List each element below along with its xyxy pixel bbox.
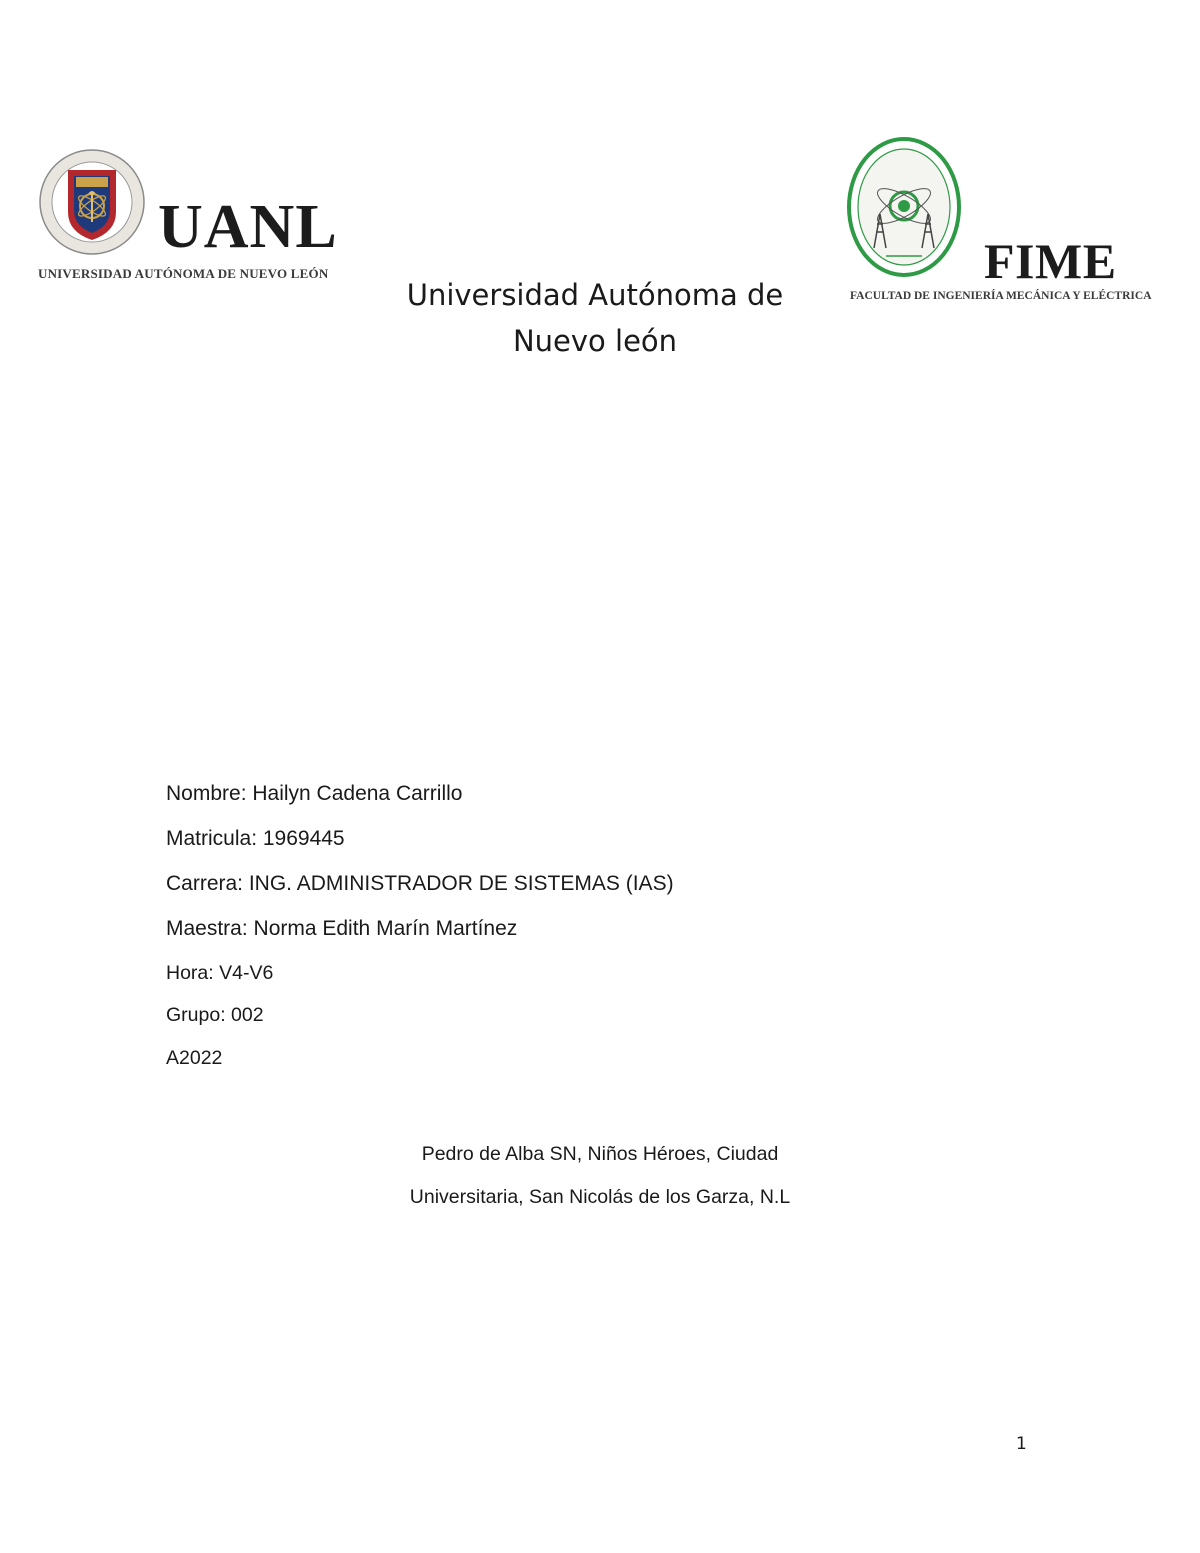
title-line-1: Universidad Autónoma de — [406, 278, 784, 312]
page-number: 1 — [1016, 1434, 1027, 1454]
info-nombre: Nombre: Hailyn Cadena Carrillo — [166, 782, 463, 805]
fime-caption: FACULTAD DE INGENIERÍA MECÁNICA Y ELÉCTRICA — [850, 290, 1152, 302]
info-hora: Hora: V4-V6 — [166, 962, 274, 984]
info-carrera: Carrera: ING. ADMINISTRADOR DE SISTEMAS (IAS) — [166, 872, 674, 895]
address-line-2: Universitaria, San Nicolás de los Garza, N.L — [409, 1186, 791, 1208]
uanl-wordmark: UANL — [158, 193, 338, 261]
info-periodo: A2022 — [166, 1047, 223, 1069]
address-line-1: Pedro de Alba SN, Niños Héroes, Ciudad — [421, 1143, 779, 1165]
info-grupo: Grupo: 002 — [166, 1004, 264, 1026]
fime-seal-icon — [846, 136, 964, 278]
info-maestra: Maestra: Norma Edith Marín Martínez — [166, 917, 518, 940]
uanl-seal-icon — [38, 148, 146, 256]
title-line-2: Nuevo león — [512, 324, 678, 358]
fime-wordmark: FIME — [984, 233, 1117, 289]
uanl-logo — [36, 146, 336, 288]
fime-logo — [846, 136, 1152, 308]
document-title — [300, 272, 890, 364]
info-matricula: Matricula: 1969445 — [166, 827, 345, 850]
uanl-caption: UNIVERSIDAD AUTÓNOMA DE NUEVO LEÓN — [38, 266, 329, 281]
address-block — [300, 1133, 900, 1219]
